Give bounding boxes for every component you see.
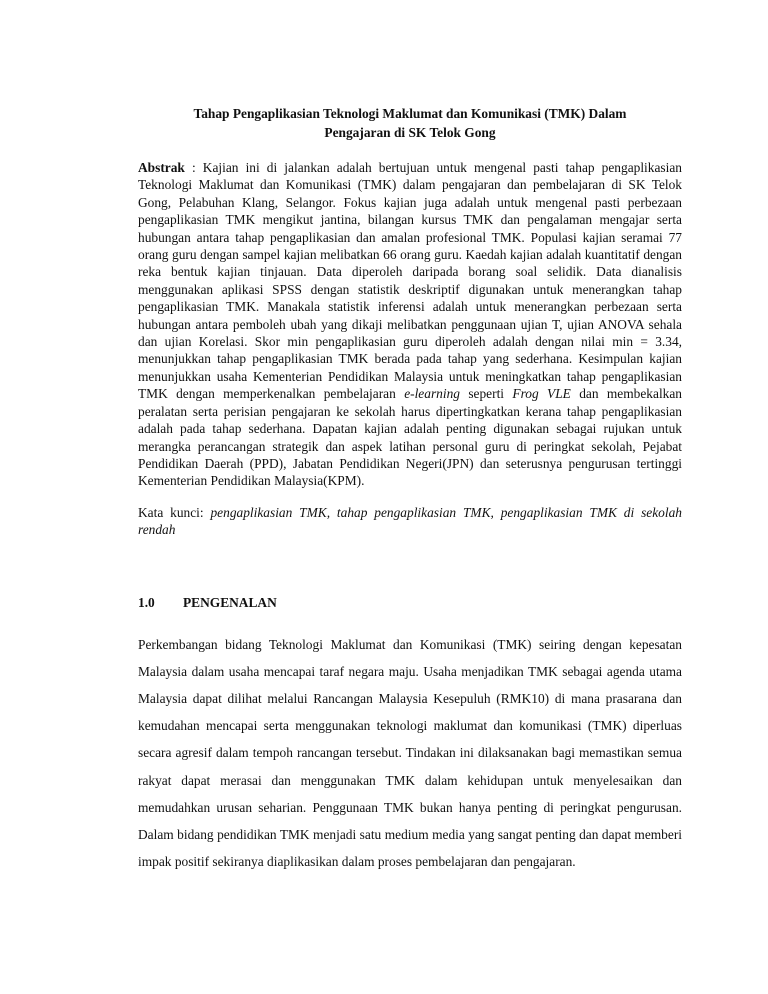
abstract-emphasis-frog-vle: Frog VLE: [512, 386, 571, 402]
section-number: 1.0: [138, 594, 155, 610]
abstract-label: Abstrak: [138, 160, 185, 175]
abstract-text-a: : Kajian ini di jalankan adalah bertujuan untuk mengenal pasti tahap pengaplikasian Teknologi Maklumat dan Komunikasi (TMK) dalam pengajaran dan pembelajaran di SK Telok Gong, Pelabuhan Klang, Selangor. Fokus kajian juga adalah untuk mengenal pasti perbezaan pengaplikasian TMK mengikut jantina, bilangan kursus TMK dan pengalaman mengajar serta hubungan antara tahap pengaplikasian dan amalan profesional TMK. Populasi kajian seramai 77 orang guru dengan sampel kajian melibatkan 66 orang guru. Kaedah kajian adalah kuantitatif dengan reka bentuk kajian tinjauan. Data diperoleh daripada borang soal selidik. Data dianalisis menggunakan aplikasi SPSS dengan statistik deskriptif digunakan untuk menerangkan tahap pengaplikasian TMK. Manakala statistik inferensi adalah untuk menerangkan perbezaan serta hubungan antara pemboleh ubah yang dikaji melibatkan penggunaan ujian T, ujian ANOVA sehala dan ujian Korelasi. Skor min pengaplikasian guru diperoleh adalah dengan nilai min = 3.34, menunjukkan tahap pengaplikasian TMK berada pada tahap yang sederhana. Kesimpulan kajian menunjukkan usaha Kementerian Pendidikan Malaysia untuk meningkatkan tahap pengaplikasian TMK dengan memperkenalkan pembelajaran: [138, 160, 682, 402]
intro-paragraph: Perkembangan bidang Teknologi Maklumat dan Komunikasi (TMK) seiring dengan kepesatan Malaysia dalam usaha mencapai taraf negara maju. Usaha menjadikan TMK sebagai agenda utama Malaysia dapat dilihat melalui Rancangan Malaysia Kesepuluh (RMK10) di mana prasarana dan kemudahan mencapai serta menggunakan teknologi maklumat dan komunikasi (TMK) diperluas secara agresif dalam tempoh rancangan tersebut. Tindakan ini dilaksanakan bagi memastikan semua rakyat dapat merasai dan menggunakan TMK dalam kehidupan untuk menyelesaikan dan memudahkan urusan seharian. Penggunaan TMK bukan hanya penting di peringkat pengurusan. Dalam bidang pendidikan TMK menjadi satu medium media yang sangat penting dan dapat memberi impak positif sekiranya diaplikasikan dalam proses pembelajaran dan pengajaran.: [138, 636, 682, 870]
abstract-text-b: seperti: [459, 386, 513, 402]
title-line-1: Tahap Pengaplikasian Teknologi Maklumat dan Komunikasi (TMK) Dalam: [193, 106, 627, 121]
section-heading: [138, 595, 682, 611]
abstract-text-c: dan membekalkan peralatan serta perisian pengajaran ke sekolah harus dipertingkatkan kerana tahap pengaplikasian adalah pada tahap sederhana. Dapatan kajian adalah penting digunakan sebagai rujukan untuk merangka perancangan strategik dan aspek latihan personal guru di peringkat sekolah, Pejabat Pendidikan Daerah (PPD), Jabatan Pendidikan Negeri(JPN) dan seterusnya pengurusan tertinggi Kementerian Pendidikan Malaysia(KPM).: [138, 386, 683, 489]
keywords-label: Kata kunci:: [138, 504, 211, 520]
keywords-line: [138, 504, 682, 539]
abstract-emphasis-elearning: e-learning: [404, 386, 460, 402]
document-page: [138, 104, 682, 875]
title-line-2: Pengajaran di SK Telok Gong: [324, 125, 496, 140]
section-title: PENGENALAN: [183, 594, 277, 610]
abstract-paragraph: [138, 159, 682, 490]
paper-title: [138, 104, 682, 142]
keywords-value: pengaplikasian TMK, tahap pengaplikasian TMK, pengaplikasian TMK di sekolah rendah: [138, 504, 682, 538]
